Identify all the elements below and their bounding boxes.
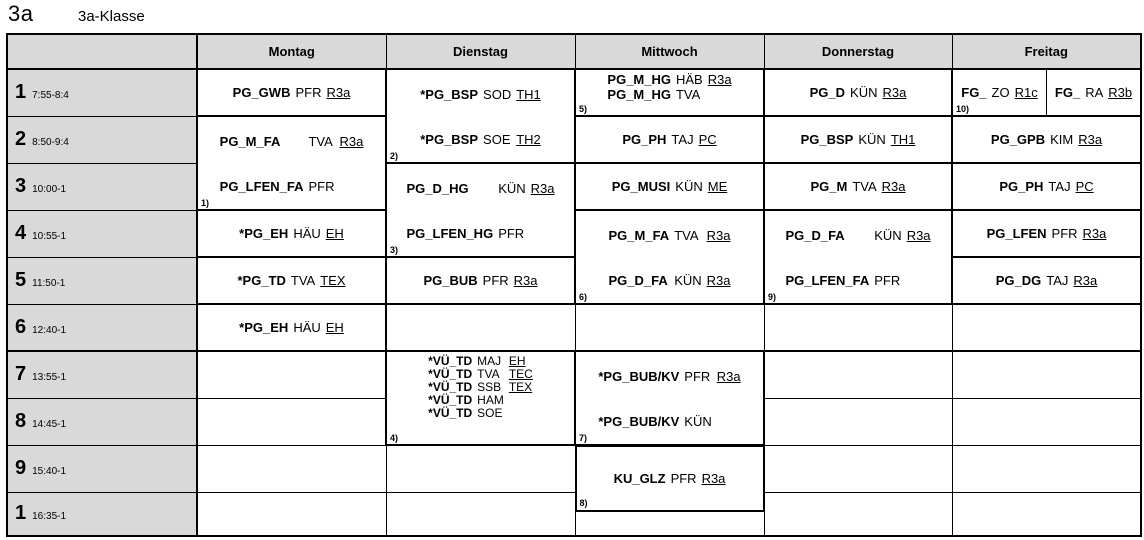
lesson-cell-fri-3 <box>952 163 1141 210</box>
day-header-wednesday: Mittwoch <box>575 34 764 69</box>
lesson-room: TEX <box>508 380 533 394</box>
lesson-room: R3a <box>339 133 364 149</box>
lesson-room: R3a <box>1082 225 1107 241</box>
period-time: 15:40-1 <box>32 466 67 477</box>
lesson-teacher: SOE <box>483 131 511 147</box>
lesson-subject: PG_D <box>809 84 846 100</box>
lesson-cell-tue-1-2 <box>386 69 575 163</box>
period-number: 1 <box>15 502 27 525</box>
lesson-cell-tue-7-8 <box>386 351 575 445</box>
lesson-room: EH <box>508 354 526 368</box>
lesson-teacher: PFR <box>1051 225 1078 241</box>
footnote-marker: 1) <box>201 198 210 208</box>
lesson-teacher: SSB <box>477 380 502 394</box>
corner-cell <box>7 34 197 69</box>
lesson-cell-wed-3 <box>575 163 764 210</box>
period-label-10 <box>7 492 197 536</box>
lesson-room: ME <box>707 178 728 194</box>
lesson-cell-mon-4 <box>197 210 386 257</box>
lesson-cell-wed-4-5 <box>575 210 764 304</box>
lesson-room: R3b <box>1108 85 1133 100</box>
lesson-cell-wed-7-8 <box>575 351 764 445</box>
empty-cell-thu-6 <box>764 304 952 351</box>
lesson-cell-thu-4-5 <box>764 210 952 304</box>
lesson-subject: PG_LFEN_FA <box>785 272 870 288</box>
lesson-room: R3a <box>530 180 555 196</box>
period-time: 10:55-1 <box>32 231 67 242</box>
lesson-cell-fri-2 <box>952 116 1141 163</box>
lesson-teacher: PFR <box>498 225 525 241</box>
period-number: 1 <box>15 81 27 104</box>
lesson-room: TEC <box>508 367 533 381</box>
footnote-marker: 2) <box>390 151 399 161</box>
footnote-marker: 5) <box>579 104 588 114</box>
footnote-marker: 10) <box>956 104 970 114</box>
lesson-subject: PG_GPB <box>990 131 1046 147</box>
period-time: 7:55-8:4 <box>32 90 69 102</box>
lesson-room: R3a <box>706 272 731 288</box>
lesson-subject: PG_BSP <box>800 131 854 147</box>
lesson-room: R3a <box>701 471 726 486</box>
lesson-cell-tue-5 <box>386 257 575 304</box>
lesson-teacher: TAJ <box>1046 272 1069 288</box>
period-number: 3 <box>15 175 27 197</box>
lesson-teacher: PFR <box>482 272 509 288</box>
period-time: 8:50-9:4 <box>32 137 69 148</box>
lesson-subject: PG_PH <box>999 178 1044 194</box>
footnote-marker: 8) <box>579 498 588 508</box>
lesson-room: R3a <box>707 72 732 87</box>
lesson-room: EH <box>325 319 344 335</box>
lesson-subject: PG_M_HG <box>607 72 671 87</box>
lesson-subject: *VÜ_TD <box>428 354 473 368</box>
footnote-marker: 3) <box>390 245 399 255</box>
empty-cell-thu-7 <box>764 351 952 398</box>
lesson-subject: PG_MUSI <box>611 178 671 194</box>
lesson-teacher: SOE <box>477 406 503 420</box>
lesson-subject: *PG_BUB/KV <box>598 368 680 384</box>
empty-cell-fri-10 <box>952 492 1141 536</box>
lesson-subject: *PG_BSP <box>420 86 479 102</box>
lesson-teacher: TVA <box>674 227 699 243</box>
period-label-3 <box>7 163 197 210</box>
lesson-subject: PG_D_HG <box>406 180 469 196</box>
lesson-subject: *VÜ_TD <box>428 367 473 381</box>
lesson-subject: PG_PH <box>622 131 667 147</box>
lesson-cell-thu-1 <box>764 69 952 116</box>
lesson-room: R1c <box>1014 85 1038 100</box>
lesson-room: TH1 <box>890 131 916 147</box>
lesson-subject: FG_ <box>1054 85 1081 100</box>
period-number: 7 <box>15 363 27 386</box>
empty-cell-wed-6 <box>575 304 764 351</box>
lesson-room: R3a <box>326 84 351 100</box>
period-label-8 <box>7 398 197 445</box>
lesson-teacher: PFR <box>670 471 697 486</box>
lesson-room: TH2 <box>516 131 541 147</box>
empty-cell-fri-8 <box>952 398 1141 445</box>
period-time: 12:40-1 <box>32 324 67 336</box>
period-label-7 <box>7 351 197 398</box>
empty-cell-thu-10 <box>764 492 952 536</box>
lesson-subject: *PG_EH <box>239 225 289 241</box>
lesson-subject: *VÜ_TD <box>428 380 473 394</box>
empty-cell-fri-9 <box>952 445 1141 492</box>
lesson-cell-tue-3-4 <box>386 163 575 257</box>
lesson-teacher: KÜN <box>675 178 703 194</box>
lesson-cell-wed-9 <box>575 445 764 536</box>
lesson-cell-thu-2 <box>764 116 952 163</box>
period-label-1 <box>7 69 197 116</box>
lesson-subject: PG_M <box>810 178 848 194</box>
timetable-grid <box>6 33 1142 537</box>
lesson-room: EH <box>325 225 344 241</box>
lesson-cell-fri-1 <box>952 69 1141 116</box>
lesson-teacher: PFR <box>684 368 711 384</box>
lesson-cell-mon-2-3 <box>197 116 386 210</box>
lesson-subject: PG_M_FA <box>219 133 281 149</box>
empty-cell-tue-9 <box>386 445 575 492</box>
lesson-teacher: TVA <box>852 178 877 194</box>
empty-cell-mon-7 <box>197 351 386 398</box>
lesson-room: R3a <box>881 178 906 194</box>
class-long-title: 3a-Klasse <box>78 8 145 25</box>
lesson-cell-mon-5 <box>197 257 386 304</box>
lesson-subject: PG_GWB <box>232 84 291 100</box>
lesson-subject: *PG_TD <box>237 272 286 288</box>
period-number: 6 <box>15 315 27 338</box>
lesson-teacher: TVA <box>477 367 500 381</box>
lesson-room: R3a <box>1073 272 1098 288</box>
lesson-room: R3a <box>706 227 731 243</box>
empty-cell-mon-9 <box>197 445 386 492</box>
lesson-subject: PG_M_FA <box>608 227 670 243</box>
lesson-teacher: SOD <box>483 86 512 102</box>
lesson-room: R3a <box>906 227 931 243</box>
footnote-marker: 6) <box>579 292 588 302</box>
lesson-cell-fri-1-right <box>1047 70 1140 115</box>
lesson-teacher: PFR <box>308 178 335 194</box>
lesson-subject: PG_D_FA <box>608 272 668 288</box>
lesson-teacher: HAM <box>477 393 504 407</box>
empty-cell-fri-6 <box>952 304 1141 351</box>
lesson-cell-wed-1 <box>575 69 764 116</box>
period-time: 16:35-1 <box>32 511 67 523</box>
lesson-room: R3a <box>1078 131 1103 147</box>
lesson-room: R3a <box>513 272 538 288</box>
lesson-teacher: KÜN <box>674 272 702 288</box>
day-header-tuesday: Dienstag <box>386 34 575 69</box>
lesson-cell-fri-1-left <box>953 70 1047 115</box>
footnote-marker: 7) <box>579 433 588 443</box>
lesson-room: PC <box>698 131 717 147</box>
period-label-2 <box>7 116 197 163</box>
empty-cell-tue-10 <box>386 492 575 536</box>
lesson-cell-thu-3 <box>764 163 952 210</box>
period-number: 8 <box>15 410 27 432</box>
lesson-teacher: TAJ <box>671 131 694 147</box>
day-header-friday: Freitag <box>952 34 1141 69</box>
lesson-teacher: KÜN <box>684 413 712 429</box>
lesson-teacher: HÄU <box>293 319 321 335</box>
lesson-cell-mon-1 <box>197 69 386 116</box>
lesson-teacher: KÜN <box>498 180 526 196</box>
lesson-teacher: MAJ <box>477 354 502 368</box>
period-time: 14:45-1 <box>32 419 67 430</box>
lesson-teacher: TVA <box>675 87 701 102</box>
period-number: 4 <box>15 222 27 244</box>
empty-cell-thu-9 <box>764 445 952 492</box>
period-label-6 <box>7 304 197 351</box>
lesson-teacher: KIM <box>1050 131 1074 147</box>
footnote-marker: 9) <box>768 292 777 302</box>
empty-cell-mon-10 <box>197 492 386 536</box>
period-label-4 <box>7 210 197 257</box>
lesson-cell-fri-4 <box>952 210 1141 257</box>
lesson-room: R3a <box>716 368 741 384</box>
period-number: 5 <box>15 269 27 291</box>
period-number: 9 <box>15 457 27 479</box>
period-time: 11:50-1 <box>32 278 66 289</box>
lesson-subject: *PG_BUB/KV <box>598 413 680 429</box>
empty-cell-fri-7 <box>952 351 1141 398</box>
lesson-room: PC <box>1075 178 1094 194</box>
lesson-subject: PG_M_HG <box>607 87 671 102</box>
lesson-room: TEX <box>320 272 346 288</box>
lesson-subject: PG_BUB <box>423 272 478 288</box>
lesson-teacher: KÜN <box>858 131 886 147</box>
lesson-teacher: KÜN <box>874 227 902 243</box>
lesson-subject: PG_LFEN_HG <box>406 225 494 241</box>
lesson-subject: *PG_EH <box>239 319 289 335</box>
period-label-9 <box>7 445 197 492</box>
lesson-subject: PG_LFEN <box>986 225 1047 241</box>
lesson-subject: PG_LFEN_FA <box>219 178 304 194</box>
lesson-cell-fri-5 <box>952 257 1141 304</box>
lesson-teacher: ZO <box>991 85 1010 100</box>
lesson-teacher: PFR <box>295 84 322 100</box>
lesson-subject: *PG_BSP <box>420 131 479 147</box>
period-label-5 <box>7 257 197 304</box>
class-short-title: 3a <box>8 1 34 26</box>
day-header-monday: Montag <box>197 34 386 69</box>
lesson-room: TH1 <box>516 86 541 102</box>
empty-cell-thu-8 <box>764 398 952 445</box>
footnote-marker: 4) <box>390 433 399 443</box>
period-number: 2 <box>15 128 27 150</box>
lesson-teacher: TVA <box>290 272 316 288</box>
lesson-cell-mon-6 <box>197 304 386 351</box>
lesson-teacher: KÜN <box>850 84 878 100</box>
lesson-teacher: HÄB <box>675 72 703 87</box>
lesson-subject: PG_D_FA <box>785 227 845 243</box>
lesson-subject: PG_DG <box>995 272 1042 288</box>
empty-cell-tue-6 <box>386 304 575 351</box>
lesson-room: R3a <box>882 84 907 100</box>
lesson-teacher: PFR <box>874 272 901 288</box>
lesson-box-ku-glz <box>575 445 764 512</box>
lesson-teacher: RA <box>1085 85 1104 100</box>
day-header-thursday: Donnerstag <box>764 34 952 69</box>
empty-cell-mon-8 <box>197 398 386 445</box>
lesson-cell-wed-2 <box>575 116 764 163</box>
lesson-subject: *VÜ_TD <box>428 406 473 420</box>
lesson-teacher: TVA <box>308 133 333 149</box>
lesson-subject: FG_ <box>961 85 987 100</box>
period-time: 10:00-1 <box>32 184 67 195</box>
period-time: 13:55-1 <box>32 372 67 384</box>
lesson-teacher: HÄU <box>293 225 321 241</box>
lesson-subject: KU_GLZ <box>613 471 666 486</box>
lesson-subject: *VÜ_TD <box>428 393 473 407</box>
lesson-teacher: TAJ <box>1048 178 1071 194</box>
